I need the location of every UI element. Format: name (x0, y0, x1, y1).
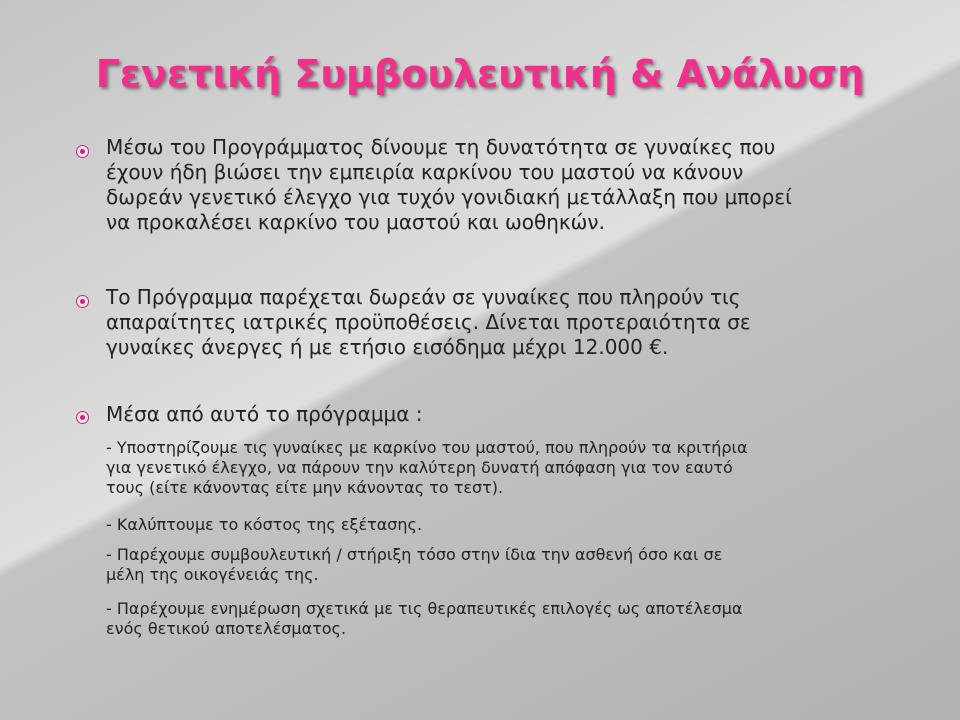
subitem-treatment-info (106, 599, 896, 639)
text-line: έχουν ήδη βιώσει την εμπειρία καρκίνου του μαστού να κάνουν (106, 160, 744, 184)
text-line: γυναίκες άνεργες ή με ετήσιο εισόδημα μέχρι 12.000 €. (106, 335, 669, 359)
text-line: απαραίτητες ιατρικές προϋποθέσεις. Δίνεται προτεραιότητα σε (106, 310, 751, 334)
text-line: - Υποστηρίζουμε τις γυναίκες με καρκίνο του μαστού, που πληρούν τα κριτήρια (106, 438, 748, 457)
text-line: - Καλύπτουμε το κόστος της εξέτασης. (106, 515, 423, 534)
subitem-cost-coverage (106, 515, 896, 535)
radio-bullet-icon (76, 145, 89, 158)
paragraph-program-intro (106, 402, 896, 427)
text-line: ενός θετικού αποτελέσματος. (106, 619, 347, 638)
subitem-counseling (106, 545, 896, 585)
paragraph-eligibility (106, 285, 896, 360)
text-line: τους (είτε κάνοντας είτε μην κάνοντας το τεστ). (106, 478, 504, 497)
radio-bullet-icon (76, 295, 89, 308)
text-line: Μέσω του Προγράμματος δίνουμε τη δυνατότητα σε γυναίκες που (106, 135, 776, 159)
text-line: να προκαλέσει καρκίνο του μαστού και ωοθηκών. (106, 210, 605, 234)
text-line: μέλη της οικογένειάς της. (106, 565, 319, 584)
text-line: - Παρέχουμε ενημέρωση σχετικά με τις θεραπευτικές επιλογές ως αποτέλεσμα (106, 599, 743, 618)
subitem-support (106, 438, 896, 498)
slide-title: Γενετική Συμβουλευτική & Ανάλυση (95, 52, 865, 96)
paragraph-program-description (106, 135, 896, 235)
text-line: δωρεάν γενετικό έλεγχο για τυχόν γονιδιακή μετάλλαξη που μπορεί (106, 185, 792, 209)
radio-bullet-icon (76, 411, 89, 424)
text-line: για γενετικό έλεγχο, να πάρουν την καλύτερη δυνατή απόφαση για τον εαυτό (106, 458, 733, 477)
text-line: Το Πρόγραμμα παρέχεται δωρεάν σε γυναίκες που πληρούν τις (106, 285, 741, 309)
text-line: Μέσα από αυτό το πρόγραμμα : (106, 402, 423, 426)
text-line: - Παρέχουμε συμβουλευτική / στήριξη τόσο στην ίδια την ασθενή όσο και σε (106, 545, 723, 564)
